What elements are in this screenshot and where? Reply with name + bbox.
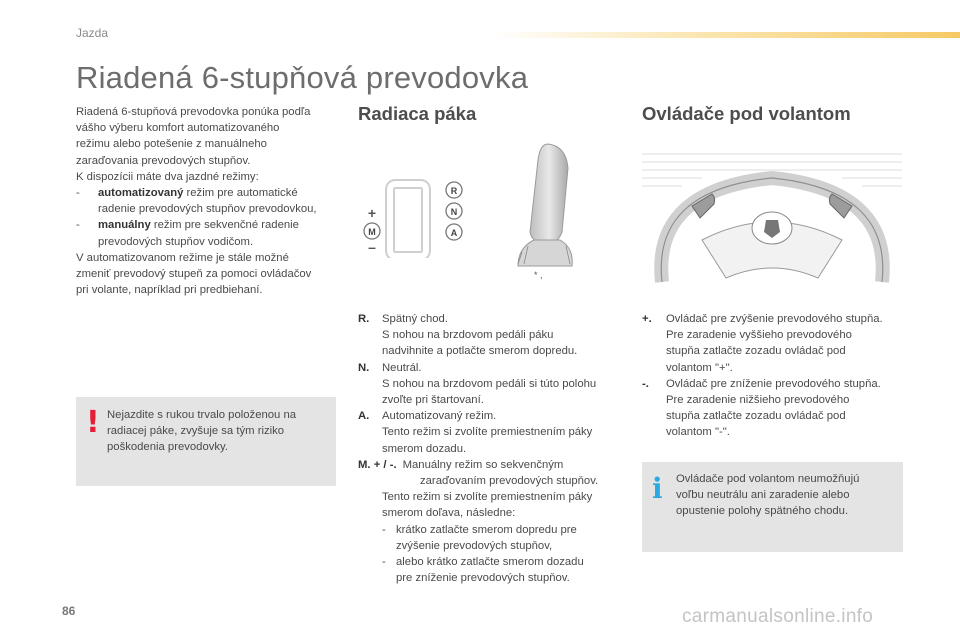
lever-positions-list: R. Spätný chod. S nohou na brzdovom pedáli páku nadvihnite a potlačte smerom dopredu. N. Neutrál. S nohou na brzdovom pedáli si túto polohu zvoľte pri štartovaní. A. Automatizovaný režim. Tento režim si zvolíte premiestnením páky smerom dozadu. M. + / -. Manuálny režim so sekvenčným zaraďovaním prevodových stupňov. Tento režim si zvolíte premiestnením páky smerom doľava, následne: - krátko zatlačte smerom dopredu pre zvýšenie prevodových stupňov, - alebo krátko zatlačte smerom dozadu pre zníženie prevodových stupňov. xyxy=(358,311,630,586)
list-item: -. Ovládač pre zníženie prevodového stupňa. xyxy=(642,376,904,392)
position-key-n: N. xyxy=(358,361,370,374)
diagram-a: A xyxy=(450,228,458,238)
intro-line: K dispozícii máte dva jazdné režimy: xyxy=(76,170,259,183)
paddle-key-plus: +. xyxy=(642,313,652,325)
watermark: carmanualsonline.info xyxy=(682,606,874,627)
intro-line: pri volante, napríklad pri predbiehaní. xyxy=(76,284,263,297)
gear-lever-illustration xyxy=(488,140,598,290)
intro-text xyxy=(76,104,342,298)
bullet-icon xyxy=(358,376,382,392)
mode-desc: prevodových stupňov vodičom. xyxy=(98,235,254,248)
list-item: N. Neutrál. xyxy=(358,360,630,376)
info-box xyxy=(642,462,903,552)
diagram-r: R xyxy=(450,186,458,196)
position-key-a: A. xyxy=(358,410,370,423)
intro-line: zmeniť prevodový stupeň za pomoci ovládačov xyxy=(76,268,312,281)
intro-line: zaraďovania prevodových stupňov. xyxy=(76,154,251,167)
warning-icon: ! xyxy=(86,405,100,440)
bullet-icon xyxy=(642,327,666,343)
lever-section-title: Radiaca páka xyxy=(358,103,477,124)
page-number: 86 xyxy=(62,604,76,618)
info-icon: i xyxy=(652,472,663,505)
mode-name-automatic: automatizovaný xyxy=(98,187,184,200)
bullet-icon xyxy=(358,489,382,505)
diagram-n: N xyxy=(450,207,458,217)
list-item: - alebo krátko zatlačte smerom dozadu xyxy=(358,554,630,570)
steering-wheel-illustration xyxy=(642,150,902,290)
bullet-icon xyxy=(358,327,382,343)
diagram-minus: – xyxy=(368,239,376,255)
list-dash: - xyxy=(76,219,80,232)
paddles-list: +. Ovládač pre zvýšenie prevodového stupňa. Pre zaradenie vyššieho prevodového stupňa zatlačte zozadu ovládač pod volantom "+". -. Ovládač pre zníženie prevodového stupňa. Pre zaradenie nižšieho prevodového stupňa zatlačte zozadu ovládač pod volantom "-". xyxy=(642,311,904,441)
section-label: Jazda xyxy=(76,26,109,40)
list-item: A. Automatizovaný režim. xyxy=(358,408,630,424)
intro-line: Riadená 6-stupňová prevodovka ponúka podľa xyxy=(76,106,311,118)
warning-box xyxy=(76,397,336,486)
mode-desc: režim pre sekvenčné radenie xyxy=(150,219,299,232)
mode-item-automatic xyxy=(76,185,342,201)
gear-pattern-diagram xyxy=(358,176,468,258)
diagram-m: M xyxy=(368,227,376,237)
list-dash: - xyxy=(76,187,80,200)
intro-line: režimu alebo potešenie z manuálneho xyxy=(76,138,267,151)
mode-desc: režim pre automatické xyxy=(183,187,298,200)
info-text: Ovládače pod volantom neumožňujú voľbu neutrálu ani zaradenie alebo opustenie polohy spätného chodu. xyxy=(676,473,860,518)
list-item: - krátko zatlačte smerom dopredu pre xyxy=(358,522,630,538)
header-accent-bar xyxy=(490,32,960,38)
mode-desc: radenie prevodových stupňov prevodovkou, xyxy=(98,203,317,216)
intro-line: vášho výberu komfort automatizovaného xyxy=(76,122,280,135)
mode-item-manual xyxy=(76,217,342,233)
list-dash: - xyxy=(382,523,386,536)
paddles-section-title: Ovládače pod volantom xyxy=(642,103,851,124)
diagram-plus: + xyxy=(367,205,377,221)
intro-line: V automatizovanom režime je stále možné xyxy=(76,251,289,264)
list-item: +. Ovládač pre zvýšenie prevodového stupňa. xyxy=(642,311,904,327)
svg-text:* ,: * , xyxy=(534,270,543,280)
mode-name-manual: manuálny xyxy=(98,219,151,232)
position-key-m: M. + / -. xyxy=(358,458,397,471)
page-title: Riadená 6-stupňová prevodovka xyxy=(76,60,529,95)
list-item: M. + / -. Manuálny režim so sekvenčným xyxy=(358,457,630,473)
warning-text: Nejazdite s rukou trvalo položenou na radiacej páke, zvyšuje sa tým riziko poškodenia prevodovky. xyxy=(107,409,297,454)
paddle-key-minus: -. xyxy=(642,377,649,390)
bullet-icon xyxy=(642,392,666,408)
list-dash: - xyxy=(382,556,386,569)
list-item: R. Spätný chod. xyxy=(358,311,630,327)
bullet-icon xyxy=(358,424,382,440)
position-key-r: R. xyxy=(358,313,370,325)
